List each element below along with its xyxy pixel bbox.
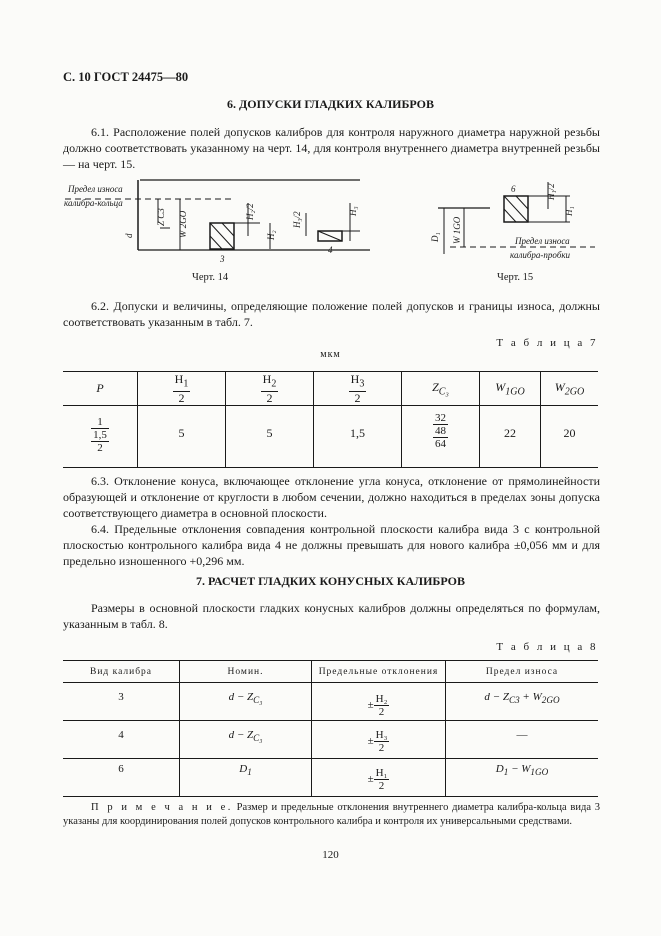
t8-r1-wear: $d - Z_{C3} + W_{2GO}$ <box>446 683 599 721</box>
table-row <box>63 759 598 797</box>
fig14-h3: H₃ <box>348 206 358 216</box>
note-lead: П р и м е ч а н и е. <box>91 802 233 813</box>
t8-r3-dev: ± $\frac{\text{H₁}}{2}$ <box>312 759 446 797</box>
figure-15 <box>420 172 600 272</box>
table-7-unit: мкм <box>320 349 341 360</box>
t7-header-h3: $\frac{H_3}{2}$ <box>314 372 402 406</box>
t7-cell-w1go: 22 <box>480 406 541 468</box>
page-number: 120 <box>322 849 339 861</box>
t8-r2-kind: 4 <box>63 721 180 759</box>
t7-header-w1go: $W_{1GO}$ <box>480 372 541 406</box>
t8-r2-dev: ± $\frac{\text{H₃}}{2}$ <box>312 721 446 759</box>
fig14-zc3: Z C3 <box>156 208 166 226</box>
figure-15-caption: Черт. 15 <box>497 272 534 283</box>
t7-header-p: P <box>63 372 138 406</box>
t7-header-h1: $\frac{H_1}{2}$ <box>138 372 226 406</box>
table-8 <box>63 660 598 797</box>
fig14-w2go: W 2GO <box>178 210 188 238</box>
fig15-wear-label-2: калибра-пробки <box>510 250 571 260</box>
t8-r1-kind: 3 <box>63 683 180 721</box>
fig15-label-6: 6 <box>511 184 516 194</box>
fig14-h2half: H₂/2 <box>245 203 255 220</box>
t7-cell-h1: 5 <box>138 406 226 468</box>
t8-r3-nom: $D_1$ <box>180 759 312 797</box>
paragraph-6-3-6-4: 6.3. Отклонение конуса, включающее отклонение угла конуса, отклонение от прямолинейности образующей и отклонение от круглости в любом сечении, должно находиться в пределах зоны допуска соответствующего диаметра в основной плоскости. 6.4. Предельные отклонения совпадения контрольной плоскости калибра вида 3 с контрольной плоскостью контрольного калибра вида 4 не должны превышать для нового калибра ±0,056 мм и для предельно изношенного +0,296 мм. <box>63 474 600 568</box>
note-text: Размер и предельные отклонения внутреннего диаметра калибра-кольца вида 3 указаны для координирования полей допусков контрольного калибра и контроля их универсальными средствами. <box>63 802 600 827</box>
t8-r2-wear: — <box>446 721 599 759</box>
table-row <box>63 683 598 721</box>
fig15-w1go: W 1GO <box>452 216 462 244</box>
fig14-h2: H₂ <box>266 230 276 240</box>
fig15-d1: D₁ <box>430 232 440 242</box>
t8-r3-wear: $D_1 - W_{1GO}$ <box>446 759 599 797</box>
t7-cell-w2go: 20 <box>541 406 599 468</box>
page-header: С. 10 ГОСТ 24475—80 <box>63 70 189 84</box>
fig14-label-3: 3 <box>220 254 225 264</box>
paragraph-6-1: 6.1. Расположение полей допусков калибров для контроля наружного диаметра наружной резьбы должно соответствовать указанному на черт. 14, для контроля внутреннего диаметра внутренней резьбы — на черт. 15. <box>63 125 600 171</box>
t8-header-dev: Предельные отклонения <box>312 661 446 683</box>
table-8-label: Т а б л и ц а 8 <box>496 641 598 653</box>
t8-r2-nom: $d - Z_{C_3}$ <box>180 721 312 759</box>
section-7-title: 7. РАСЧЕТ ГЛАДКИХ КОНУСНЫХ КАЛИБРОВ <box>196 574 465 588</box>
table-7 <box>63 371 598 468</box>
t8-header-nom: Номин. <box>180 661 312 683</box>
section-6-title: 6. ДОПУСКИ ГЛАДКИХ КАЛИБРОВ <box>227 97 434 111</box>
fig14-label-4: 4 <box>328 245 333 255</box>
fig15-h1half: H₁/2 <box>546 183 556 200</box>
t8-r1-dev: ± $\frac{\text{H₂}}{2}$ <box>312 683 446 721</box>
figure-14-caption: Черт. 14 <box>192 272 229 283</box>
paragraph-6-2: 6.2. Допуски и величины, определяющие положение полей допусков и границы износа, должны соответствовать указанным в табл. 7. <box>63 299 600 329</box>
figure-14 <box>60 168 380 268</box>
t7-header-zc: $Z_{C_3}$ <box>402 372 480 406</box>
fig14-wear-label-2: калибра-кольца <box>64 198 123 208</box>
fig15-wear-label-1: Предел износа <box>515 236 570 246</box>
t8-r1-nom: $d - Z_{C_3}$ <box>180 683 312 721</box>
t7-header-h2: $\frac{H_2}{2}$ <box>226 372 314 406</box>
fig14-d: d <box>124 233 134 238</box>
table-7-label: Т а б л и ц а 7 <box>496 337 598 349</box>
fig14-h3half: H₃/2 <box>292 211 302 228</box>
t8-r3-kind: 6 <box>63 759 180 797</box>
t7-cell-p: 1 1,5 2 <box>63 406 138 468</box>
note <box>63 801 600 829</box>
fig15-h1: H₁ <box>564 206 574 216</box>
table-row <box>63 721 598 759</box>
t8-header-kind: Вид калибра <box>63 661 180 683</box>
t7-cell-zc: 32 48 64 <box>402 406 480 468</box>
fig14-wear-label-1: Предел износа <box>68 184 123 194</box>
t7-cell-h2: 5 <box>226 406 314 468</box>
t7-header-w2go: $W_{2GO}$ <box>541 372 599 406</box>
t8-header-wear: Предел износа <box>446 661 599 683</box>
paragraph-7: Размеры в основной плоскости гладких конусных калибров должны определяться по формулам, указанным в табл. 8. <box>63 601 600 631</box>
t7-cell-h3: 1,5 <box>314 406 402 468</box>
